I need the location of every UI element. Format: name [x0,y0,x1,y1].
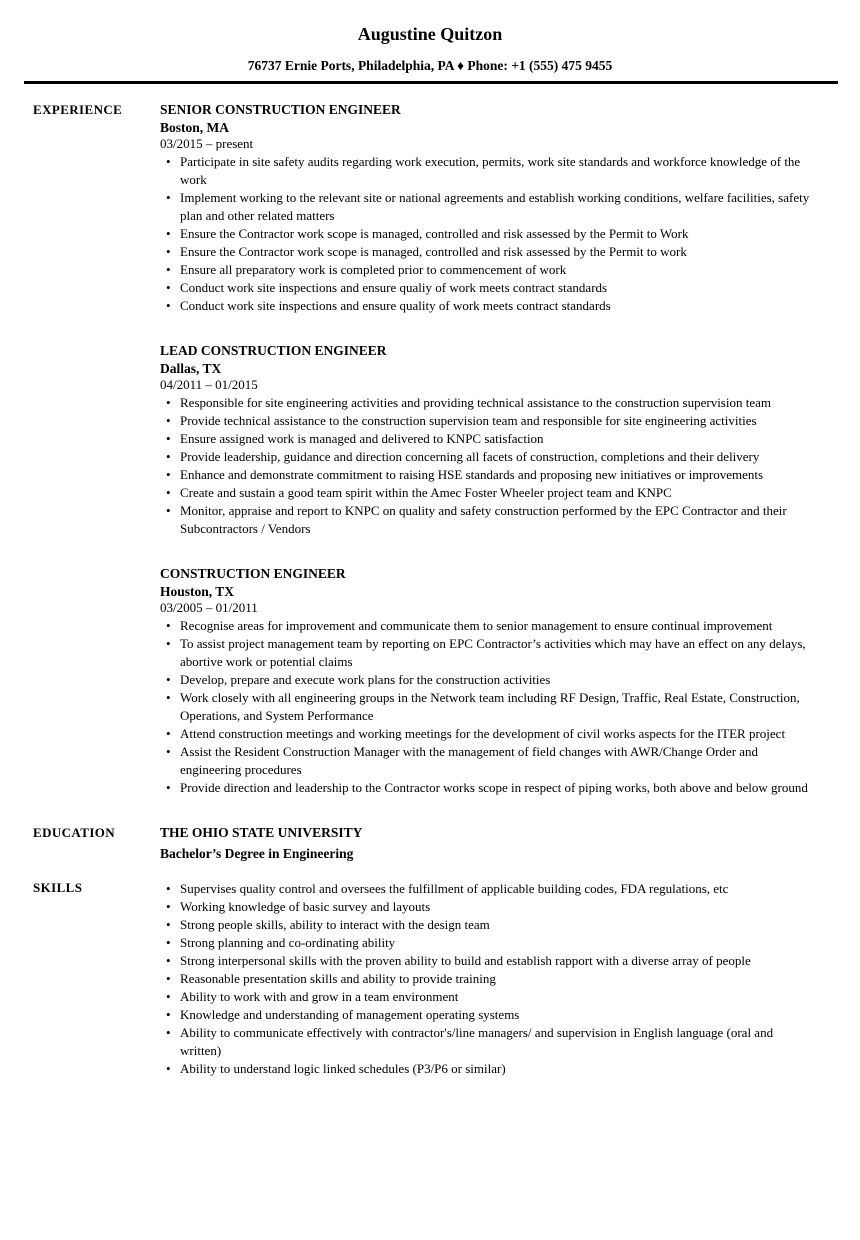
job-location: Boston, MA [160,120,230,135]
bullet-item: • Provide leadership, guidance and direction concerning all facets of construction, completions and their delivery [160,448,815,466]
bullet-item: • Supervises quality control and oversees the fulfillment of applicable building codes, FDA regulations, etc [160,880,815,898]
bullet-item: • Ensure the Contractor work scope is managed, controlled and risk assessed by the Permit to work [160,243,815,261]
education-content [160,823,815,864]
section-label-education: EDUCATION [33,825,116,840]
job-entry [160,100,815,315]
job-dates: 04/2011 – 01/2015 [160,377,258,392]
bullet-item: • Ability to work with and grow in a team environment [160,988,815,1006]
bullet-item: • Reasonable presentation skills and ability to provide training [160,970,815,988]
job-entry [160,341,815,538]
bullet-item: • To assist project management team by reporting on EPC Contractor’s activities which may have an effect on any delays, abortive work or potential claims [160,635,815,671]
contact-line: 76737 Ernie Ports, Philadelphia, PA ♦ Phone: +1 (555) 475 9455 [247,58,613,73]
bullet-item: • Conduct work site inspections and ensure qualiy of work meets contract standards [160,279,815,297]
bullet-item: • Ability to understand logic linked schedules (P3/P6 or similar) [160,1060,815,1078]
school-name: THE OHIO STATE UNIVERSITY [160,825,363,840]
bullet-item: • Ensure all preparatory work is completed prior to commencement of work [160,261,815,279]
education-section [0,823,860,864]
job-bullets [160,394,815,538]
skills-section [0,878,860,1078]
skills-content [160,878,815,1078]
job-title: SENIOR CONSTRUCTION ENGINEER [160,102,401,117]
bullet-item: • Monitor, appraise and report to KNPC on quality and safety construction performed by the EPC Contractor and their Subcontractors / Vendors [160,502,815,538]
job-bullets [160,153,815,315]
resume-sections [0,84,860,1078]
bullet-item: • Strong planning and co-ordinating ability [160,934,815,952]
bullet-item: • Conduct work site inspections and ensure quality of work meets contract standards [160,297,815,315]
bullet-item: • Recognise areas for improvement and communicate them to senior management to ensure continual improvement [160,617,815,635]
candidate-name: Augustine Quitzon [357,24,503,44]
job-bullets [160,617,815,797]
bullet-item: • Assist the Resident Construction Manager with the management of field changes with AWR/Change Order and engineering procedures [160,743,815,779]
bullet-item: • Create and sustain a good team spirit within the Amec Foster Wheeler project team and KNPC [160,484,815,502]
section-label-skills: SKILLS [33,880,83,895]
job-entry [160,564,815,797]
bullet-item: • Provide direction and leadership to the Contractor works scope in respect of piping works, both above and below ground [160,779,815,797]
skills-list [160,880,815,1078]
bullet-item: • Participate in site safety audits regarding work execution, permits, work site standards and workforce knowledge of the work [160,153,815,189]
experience-section [0,100,860,797]
bullet-item: • Attend construction meetings and working meetings for the development of civil works aspects for the ITER project [160,725,815,743]
bullet-item: • Responsible for site engineering activities and providing technical assistance to the construction supervision team [160,394,815,412]
bullet-item: • Strong people skills, ability to interact with the design team [160,916,815,934]
bullet-item: • Develop, prepare and execute work plans for the construction activities [160,671,815,689]
section-label-experience: EXPERIENCE [33,102,123,117]
bullet-item: • Enhance and demonstrate commitment to raising HSE standards and proposing new initiatives or improvements [160,466,815,484]
job-dates: 03/2005 – 01/2011 [160,600,258,615]
bullet-item: • Work closely with all engineering groups in the Network team including RF Design, Traffic, Real Estate, Construction, Operations, and System Performance [160,689,815,725]
job-dates: 03/2015 – present [160,136,254,151]
job-title: CONSTRUCTION ENGINEER [160,566,346,581]
bullet-item: • Working knowledge of basic survey and layouts [160,898,815,916]
bullet-item: • Strong interpersonal skills with the proven ability to build and establish rapport with a diverse array of people [160,952,815,970]
job-location: Houston, TX [160,584,235,599]
bullet-item: • Ability to communicate effectively with contractor's/line managers/ and supervision in English language (oral and written) [160,1024,815,1060]
job-location: Dallas, TX [160,361,222,376]
bullet-item: • Implement working to the relevant site or national agreements and establish working conditions, welfare facilities, safety plan and other related matters [160,189,815,225]
resume-header [0,24,860,84]
bullet-item: • Ensure the Contractor work scope is managed, controlled and risk assessed by the Permit to Work [160,225,815,243]
experience-jobs [160,100,815,797]
bullet-item: • Knowledge and understanding of management operating systems [160,1006,815,1024]
bullet-item: • Provide technical assistance to the construction supervision team and responsible for site engineering activities [160,412,815,430]
job-title: LEAD CONSTRUCTION ENGINEER [160,343,387,358]
degree: Bachelor’s Degree in Engineering [160,846,354,861]
bullet-item: • Ensure assigned work is managed and delivered to KNPC satisfaction [160,430,815,448]
